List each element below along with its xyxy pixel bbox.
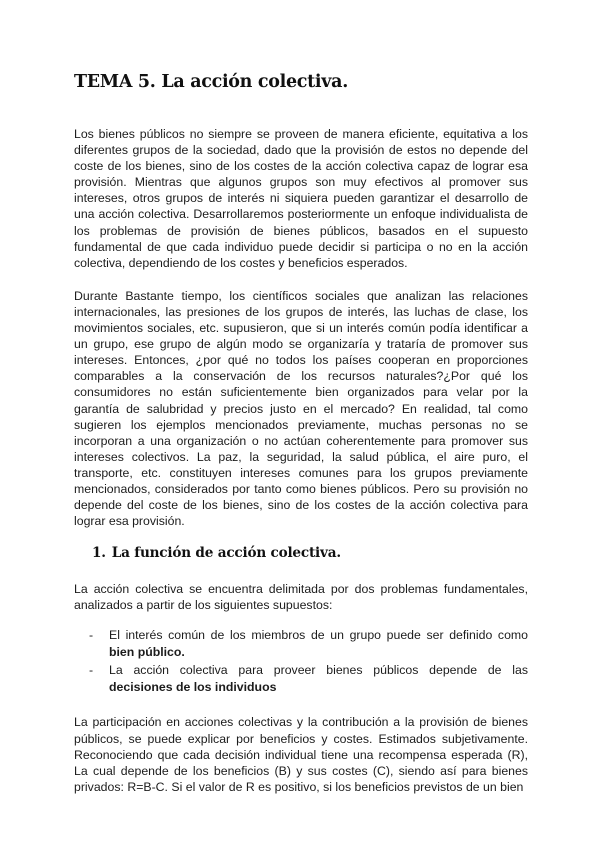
assumption-list <box>74 627 528 696</box>
list-item-text: La acción colectiva para proveer bienes públicos depende de las <box>109 663 528 678</box>
list-item <box>74 627 528 661</box>
intro-paragraph: Los bienes públicos no siempre se proveen de manera eficiente, equitativa a los diferentes grupos de la sociedad, dado que la provisión de estos no depende del coste de los bienes, sino de los costes de la acción colectiva capaz de lograr esa provisión. Mientras que algunos grupos son muy efectivos al promover sus intereses, otros grupos de interés ni siquiera pueden garantizar el desarrollo de una acción colectiva. Desarrollaremos posteriormente un enfoque individualista de los problemas de provisión de bienes públicos, basados en el supuesto fundamental de que cada individuo puede decidir si participa o no en la acción colectiva, dependiendo de los costes y beneficios esperados. <box>74 127 528 270</box>
section-number: 1. <box>92 545 106 562</box>
list-item-bold: decisiones de los individuos <box>109 680 277 695</box>
list-dash: - <box>89 628 94 643</box>
section-heading-text: La función de acción colectiva. <box>111 545 341 562</box>
list-item-text: El interés común de los miembros de un grupo puede ser definido como <box>109 628 528 643</box>
second-paragraph: Durante Bastante tiempo, los científicos sociales que analizan las relaciones internacionales, las presiones de los grupos de interés, las luchas de clase, los movimientos sociales, etc. supusieron, que si un interés común podía identificar a un grupo, ese grupo de algún modo se organizaría y trataría de promover sus intereses. Entonces, ¿por qué no todos los países cooperan en proporciones comparables a la conservación de los recursos naturales?¿Por qué los consumidores no están suficientemente bien organizados para velar por la garantía de salubridad y precios justo en el mercado? En realidad, tal como sugieren los ejemplos mencionados previamente, muchas personas no se incorporan a una organización o no actúan coherentemente para promover sus intereses colectivos. La paz, la seguridad, la salud pública, el aire puro, el transporte, etc. constituyen intereses comunes para los grupos previamente mencionados, considerados por tanto como bienes públicos. Pero su provisión no depende del coste de los bienes, sino de los costes de la acción colectiva para lograr esa provisión. <box>74 288 528 529</box>
list-dash: - <box>89 663 94 678</box>
section-heading <box>92 545 528 561</box>
document-page <box>74 72 528 795</box>
section-intro-paragraph: La acción colectiva se encuentra delimitada por dos problemas fundamentales, analizados a partir de los siguientes supuestos: <box>74 582 528 613</box>
document-title: TEMA 5. La acción colectiva. <box>74 72 348 92</box>
closing-paragraph: La participación en acciones colectivas y la contribución a la provisión de bienes públicos, se puede explicar por beneficios y costes. Estimados subjetivamente. Reconociendo que cada decisión individual tiene una recompensa esperada (R), La cual depende de los beneficios (B) y sus costes (C), siendo así para bienes privados: R=B-C. Si el valor de R es positivo, si los beneficios previstos de un bien <box>74 715 528 794</box>
list-item <box>74 662 528 696</box>
list-item-bold: bien público. <box>109 645 185 660</box>
